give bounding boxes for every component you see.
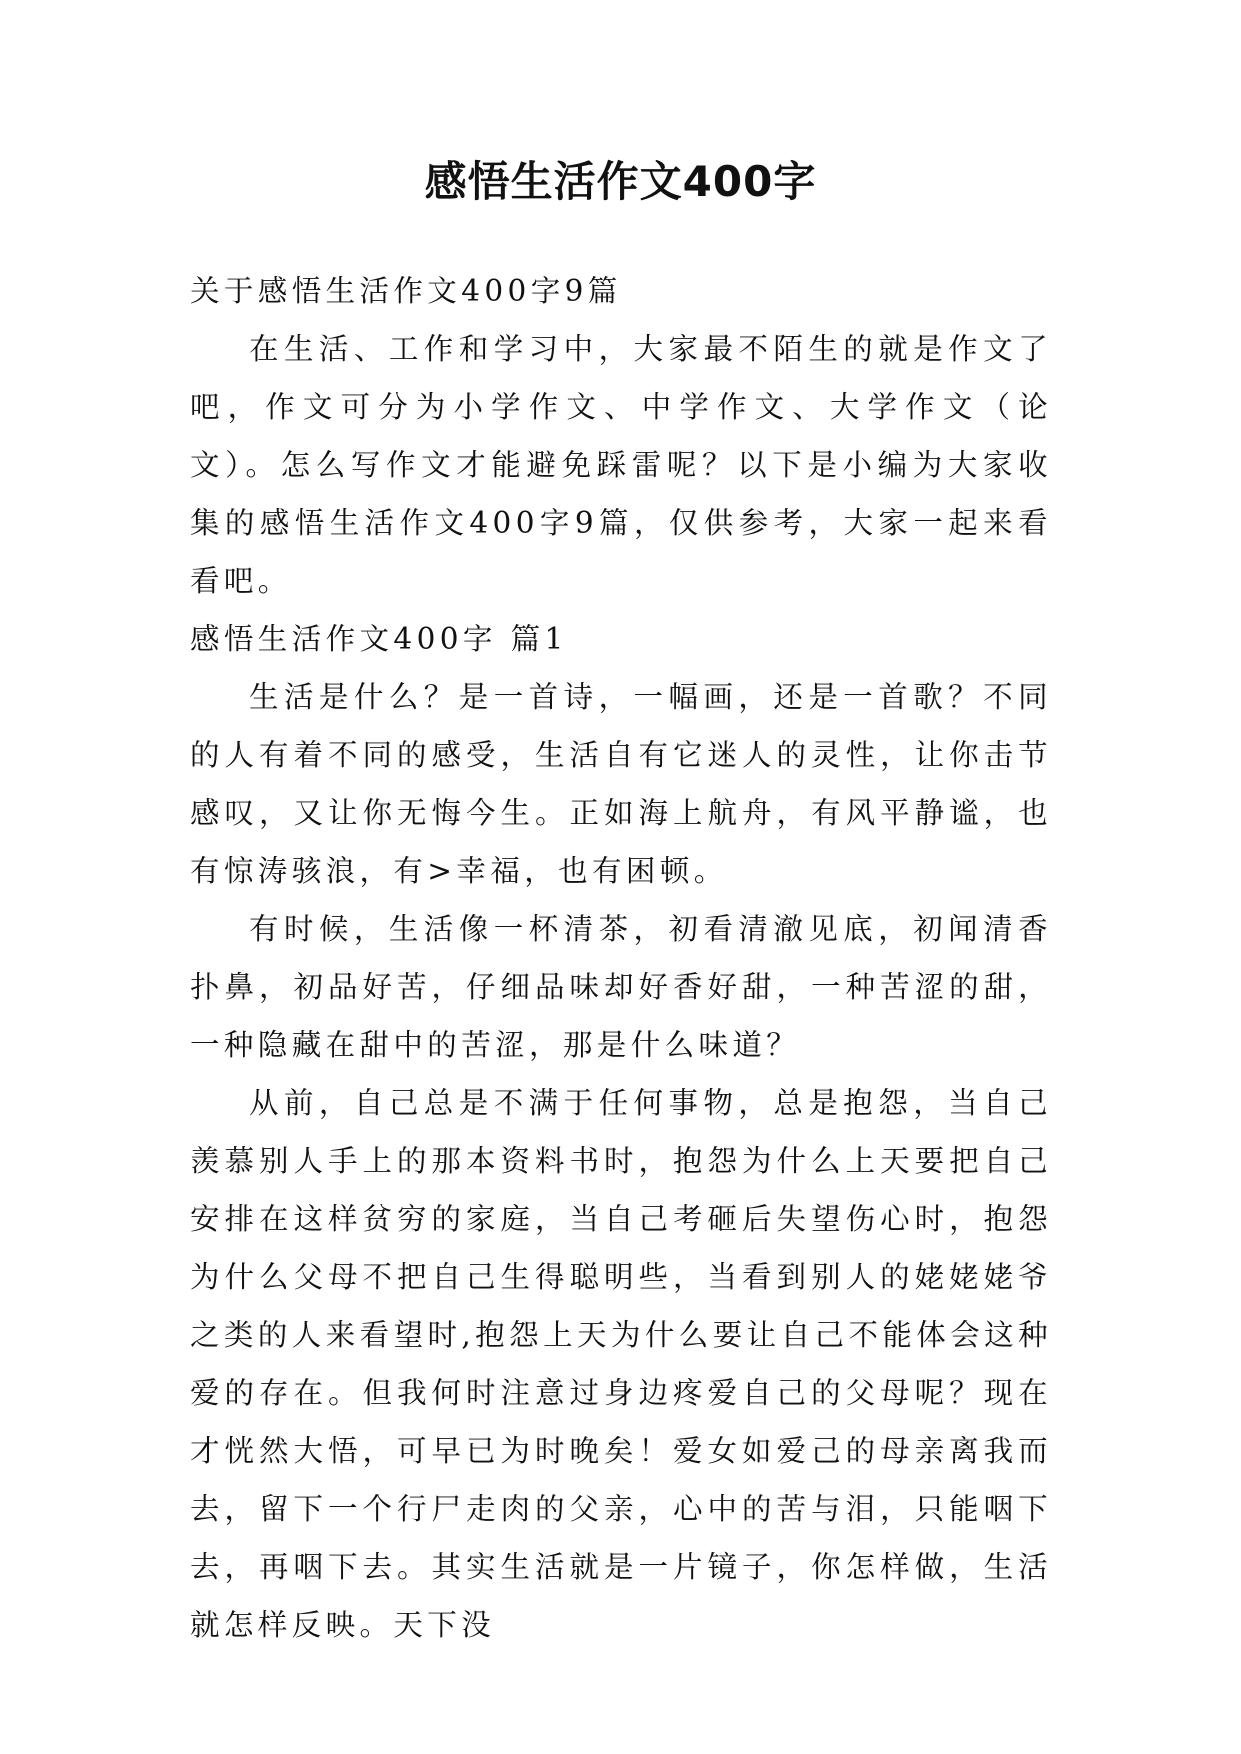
paragraph: 从前，自己总是不满于任何事物，总是抱怨，当自己羡慕别人手上的那本资料书时，抱怨为什么上天要把自己安排在这样贫穷的家庭，当自己考砸后失望伤心时，抱怨为什么父母不把自己生得聪明些，当看到别人的姥姥姥爷之类的人来看望时,抱怨上天为什么要让自己不能体会这种爱的存在。但我何时注意过身边疼爱自己的父母呢？现在才恍然大悟，可早已为时晚矣！爱女如爱己的母亲离我而去，留下一个行尸走肉的父亲，心中的苦与泪，只能咽下去，再咽下去。其实生活就是一片镜子，你怎样做，生活就怎样反映。天下没 [190, 1086, 1052, 1642]
document-title: 感悟生活作文400字 [424, 157, 817, 206]
section-heading: 感悟生活作文400字 篇1 [190, 622, 568, 656]
document-body [190, 262, 1052, 1654]
paragraph: 生活是什么？是一首诗，一幅画，还是一首歌？不同的人有着不同的感受，生活自有它迷人的灵性，让你击节感叹，又让你无悔今生。正如海上航舟，有风平静谧，也有惊涛骇浪，有>幸福，也有困顿。 [190, 680, 1052, 888]
paragraph: 有时候，生活像一杯清茶，初看清澈见底，初闻清香扑鼻，初品好苦，仔细品味却好香好甜，一种苦涩的甜，一种隐藏在甜中的苦涩，那是什么味道？ [190, 912, 1052, 1062]
paragraph: 关于感悟生活作文400字9篇 [190, 274, 622, 308]
paragraph: 在生活、工作和学习中，大家最不陌生的就是作文了吧，作文可分为小学作文、中学作文、大学作文（论文）。怎么写作文才能避免踩雷呢？以下是小编为大家收集的感悟生活作文400字9篇，仅供参考，大家一起来看看吧。 [190, 332, 1052, 598]
